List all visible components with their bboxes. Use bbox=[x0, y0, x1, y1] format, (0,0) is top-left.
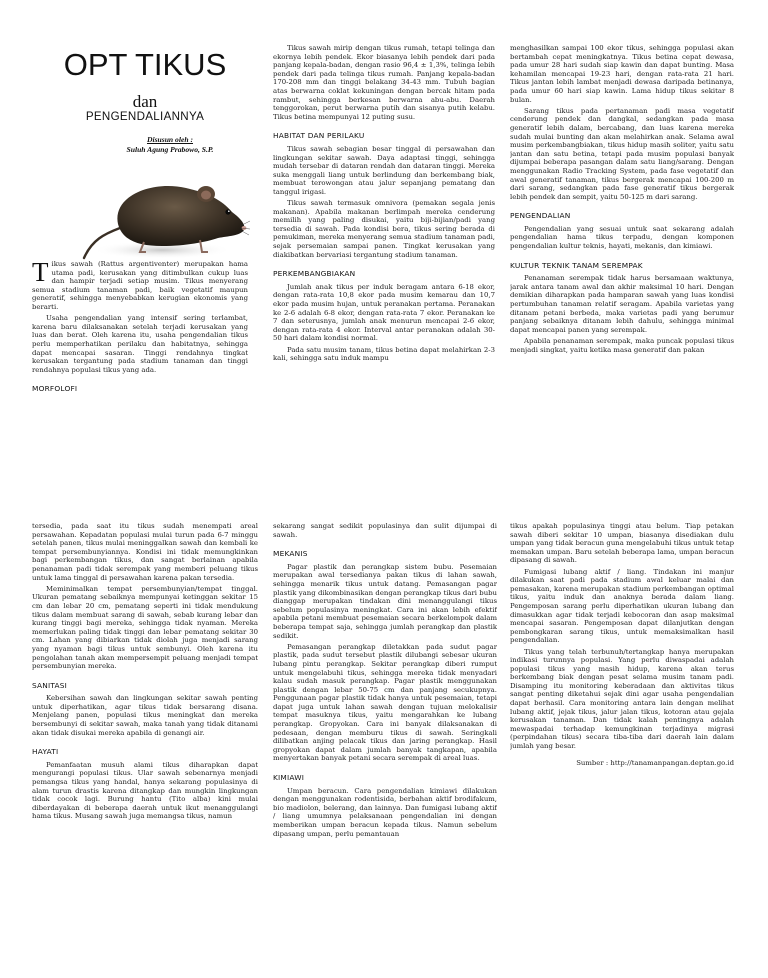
column-middle bbox=[273, 44, 495, 462]
intro-text: ikus sawah (Rattus argentiventer) merupakan hama utama padi, kerusakan yang ditimbulkan cukup luas dan hampir terjadi setiap musim. Tikus menyerang semua stadium tanaman padi, baik vegetatif maupun generatif, sehingga menyebabkan kerugian ekonomis yang berarti. bbox=[32, 260, 248, 311]
paragraph: Tikus sawah termasuk omnivora (pemakan segala jenis makanan). Apabila makanan berlimpah mereka cenderung memilih yang paling disukai, yaitu biji-bijian/padi yang tersedia di sawah. Pada kondisi bera, tikus sering berada di pemukiman, mereka menyerang semua stadium tanaman padi, sejak persemaian sampai panen. Tingkat kerusakan yang diakibatkan bervariasi tergantung stadium tanaman. bbox=[273, 199, 495, 259]
intro-paragraph bbox=[32, 260, 248, 312]
section-heading-kimiawi: KIMIAWI bbox=[273, 773, 305, 783]
byline-label: Disusun oleh : bbox=[146, 135, 193, 144]
drop-cap: T bbox=[32, 260, 49, 287]
column-right bbox=[510, 44, 734, 462]
paragraph: Apabila penanaman serempak, maka puncak populasi tikus menjadi singkat, yaitu ketika masa generatif dan pakan bbox=[510, 337, 734, 354]
paragraph: Jumlah anak tikus per induk beragam antara 6-18 ekor, dengan rata-rata 10,8 ekor pada musim kemarau dan 10,7 ekor pada musim hujan, untuk peranakan pertama. Peranakan ke 2-6 adalah 6-8 ekor, dengan rata-rata 7 ekor. Peranakan ke 7 dan seterusnya, jumlah anak menurun mencapai 2-6 ekor, dengan rata-rata 4 ekor. Interval antar peranakan adalah 30-50 hari dalam kondisi normal. bbox=[273, 282, 495, 343]
paragraph: Pemanfaatan musuh alami tikus diharapkan dapat mengurangi populasi tikus. Ular sawah sebenarnya menjadi pemangsa tikus yang handal, hanya sekarang populasinya di alam turun drastis karena ditangkap dan mungkin lingkungan tidak cocok lagi. Burung hantu (Tito alba) kini mulai diberdayakan di beberapa daerah untuk ikut menanggulangi hama tikus. Musang sawah juga memangsa tikus, namun bbox=[32, 760, 258, 821]
paragraph: Kebersihan sawah dan lingkungan sekitar sawah penting untuk diperhatikan, agar tikus tidak bersarang disana. Menjelang panen, populasi tikus meningkat dan mereka bersembunyi di sekitar sawah, maka tanah yang tidak ditanami akan tidak disukai mereka apabila di genangi air. bbox=[32, 694, 258, 737]
section-heading-morfologi: MORFOLOFI bbox=[32, 384, 78, 394]
page-two bbox=[0, 508, 768, 978]
paragraph: Tikus sawah mirip dengan tikus rumah, tetapi telinga dan ekornya lebih pendek. Ekor biasanya lebih pendek dari pada panjang kepala-badan, dengan rasio 96,4 ± 1,3%, telinga lebih pendek dari pada telinga tikus rumah. Panjang kepala-badan 170-208 mm dan tinggi belakang 34-43 mm. Tubuh bagian atas berwarna coklat kekuningan dengan bercak hitam pada rambut, sehingga berkesan berwarna abu-abu. Daerah tenggorokan, perut berwarna putih dan sisanya putih kelabu. Tikus betina mempunyai 12 puting susu. bbox=[273, 44, 495, 121]
column-middle bbox=[273, 522, 497, 972]
column-left bbox=[32, 522, 258, 972]
paragraph: menghasilkan sampai 100 ekor tikus, sehingga populasi akan bertambah cepat meningkatnya. Tikus betina cepat dewasa, pada umur 28 hari sudah siap kawin dan dapat bunting. Masa kehamilan mencapai 19-23 hari, dengan rata-rata 21 hari. Tikus jantan lebih lambat menjadi dewasa daripada betinanya, pada umur 60 hari siap kawin. Lama hidup tikus sekitar 8 bulan. bbox=[510, 44, 734, 104]
column-left bbox=[32, 260, 248, 460]
section-heading-kultur: KULTUR TEKNIK TANAM SEREMPAK bbox=[510, 260, 643, 270]
paragraph: Pemasangan perangkap diletakkan pada sudut pagar plastik, pada sudut tersebut plastik dilubangi sebesar ukuran lubang pintu perangkap. Sekitar perangkap diberi rumput untuk mengelabuhi tikus, sehingga mereka tidak menyadari kalau sudah masuk perangkap. Pagar plastik menggunakan plastik dengan lebar 50-75 cm dan panjang secukupnya. Penggunaan pagar plastik tidak hanya untuk pesemaian, tetapi dapat juga untuk lahan sawah dengan tujuan melokalisir tempat masuknya tikus, yaitu mengarahkan ke lubang perangkap. Gropyokan. Cara ini banyak dilaksanakan di pedesaan, dengan memburu tikus di sawah. Seringkali dilibatkan anjing pelacak tikus dan jaring perangkap. Hasil gropyokan dapat dalam jumlah banyak tangkapan, apabila menyertakan banyak petani secara serempak di areal luas. bbox=[273, 642, 497, 763]
rat-photo-icon bbox=[82, 166, 250, 262]
page-one bbox=[0, 0, 768, 470]
paragraph: Pada satu musim tanam, tikus betina dapat melahirkan 2-3 kali, sehingga satu induk mampu bbox=[273, 345, 495, 363]
byline-author: Suluh Agung Prabowo, S.P. bbox=[126, 144, 214, 154]
page-subtitle: PENGENDALIANNYA bbox=[85, 110, 205, 123]
section-heading-mekanis: MEKANIS bbox=[273, 549, 308, 559]
byline bbox=[30, 135, 310, 154]
section-heading-perkembangbiakan: PERKEMBANGBIAKAN bbox=[273, 269, 356, 279]
paragraph: Fumigasi lubang aktif / liang. Tindakan ini manjur dilakukan saat padi pada stadium awal keluar malai dan pemasakan, karena merupakan stadium perkembangan optimal tikus, yaitu induk dan anaknya berada dalam liang. Pengemposan sarang perlu diperhatikan ukuran lubang dan dimasukkan agar tidak terjadi kebocoran dan asap maksimal mencapai sasaran. Pengemposan dapat dilanjutkan dengan pembongkaran sarang tikus, untuk memaksimalkan hasil pengendalian. bbox=[510, 567, 734, 645]
paragraph: Umpan beracun. Cara pengendalian kimiawi dilakukan dengan menggunakan rodentisida, berbahan aktif brodifakum, bio madiolon, belerang, dan lainnya. Dan fumigasi lubang aktif / liang umumnya pelaksanaan pengendalian ini dengan memberikan umpan beracun kepada tikus. Namun sebelum dipasang umpan, perlu pemantauan bbox=[273, 786, 497, 838]
paragraph: Sarang tikus pada pertanaman padi masa vegetatif cenderung pendek dan dangkal, sedangkan pada masa generatif lebih dalam, bercabang, dan luas karena mereka sudah mulai bunting dan akan melahirkan anak. Selama awal musim perkembangbiakan, tikus hidup masih soliter, yaitu satu jantan dan satu betina, tetapi pada musim populasi banyak dijumpai beberapa pasangan dalam satu liang/sarang. Dengan menggunakan Radio Tracking System, pada fase vegetatif dan awal generatif tanaman, tikus bergerak mencapai 100-200 m dari sarang, sedangkan pada fase generatif tikus bergerak lebih pendek dan sempit, yaitu 50-125 m dari sarang. bbox=[510, 106, 734, 201]
section-heading-hayati: HAYATI bbox=[32, 747, 59, 757]
paragraph: Pengendalian yang sesuai untuk saat sekarang adalah pengendalian hama tikus terpadu, dengan komponen pengendalian kultur teknis, hayati, mekanis, dan kimiawi. bbox=[510, 224, 734, 251]
paragraph: Usaha pengendalian yang intensif sering terlambat, karena baru dilaksanakan setelah terjadi kerusakan yang luas dan berat. Oleh karena itu, usaha pengendalian tikus perlu memperhatikan perilaku dan habitatnya, sehingga dapat mencapai sasaran. Tinggi rendahnya tingkat kerusakan tergantung pada stadium tanaman dan tinggi rendahnya populasi tikus yang ada. bbox=[32, 314, 248, 374]
paragraph: Penanaman serempak tidak harus bersamaan waktunya, jarak antara tanam awal dan akhir maksimal 10 hari. Dengan demikian diharapkan pada hamparan sawah yang luas kondisi pertumbuhan tanaman relatif seragam. Apabila varietas yang ditanam petani berbeda, maka varietas padi yang berumur panjang sebaiknya ditanam lebih dahulu, sehingga minimal dapat mencapai panen yang serempak. bbox=[510, 274, 734, 334]
title-conjunction: dan bbox=[132, 92, 158, 111]
section-heading-habitat: HABITAT DAN PERILAKU bbox=[273, 131, 365, 141]
section-heading-sanitasi: SANITASI bbox=[32, 680, 68, 690]
paragraph: tikus apakah populasinya tinggi atau belum. Tiap petakan sawah diberi sekitar 10 umpan, biasanya disediakan dulu umpan yang tidak beracun guna mengelabuhi tikus untuk tetap memakan umpan. Baru setelah beberapa lama, umpan beracun dipasang di sawah. bbox=[510, 522, 734, 565]
paragraph: Pagar plastik dan perangkap sistem bubu. Pesemaian merupakan awal tersedianya pakan tikus di lahan sawah, sehingga menarik tikus untuk datang. Pemasangan pagar plastik yang dikombinasikan dengan perangkap tikus dari bubu dianggap merupakan tindakan dini menanggulangi tikus sebelum populasinya meningkat. Cara ini akan lebih efektif apabila petani membuat pesemaian secara berkelompok dalam beberapa tempat saja, sehingga jumlah perangkap dan plastik sedikit. bbox=[273, 562, 497, 640]
source-link[interactable]: Sumber : http://tanamanpangan.deptan.go.id bbox=[576, 758, 734, 767]
paragraph: sekarang sangat sedikit populasinya dan sulit dijumpai di sawah. bbox=[273, 522, 497, 539]
paragraph: Tikus sawah sebagian besar tinggal di persawahan dan lingkungan sekitar sawah. Daya adaptasi tinggi, sehingga mudah tersebar di dataran rendah dan dataran tinggi. Mereka suka menggali liang untuk berlindung dan berkembang biak, membuat terowongan atau jalur sepanjang pematang dan tanggul irigasi. bbox=[273, 144, 495, 196]
section-heading-pengendalian: PENGENDALIAN bbox=[510, 211, 571, 221]
column-right bbox=[510, 522, 734, 972]
page-gap bbox=[0, 470, 768, 508]
paragraph: Meminimalkan tempat persembunyian/tempat tinggal. Ukuran pematang sebaiknya mempunyai ketinggan sekitar 15 cm dan lebar 20 cm, pematang seperti ini tidak mendukung tikus dalam membuat sarang di sawah, sebab kurang lebar dan kurang tinggi bagi mereka, sehingga tidak nyaman. Mereka memerlukan paling tidak tinggi dan lebar pematang sekitar 30 cm. Lahan yang dibiarkan tidak diolah juga menjadi sarang yang nyaman bagi tikus untuk sembunyi. Oleh karena itu pengolahan tanah akan mempersempit peluang menjadi tempat persembunyian mereka. bbox=[32, 584, 258, 671]
paragraph: Tikus yang telah terbunuh/tertangkap hanya merupakan indikasi turunnya populasi. Yang perlu diwaspadai adalah populasi tikus yang masih hidup, karena akan terus berkembang biak dengan pesat selama musim tanam padi. Disamping itu monitoring keberadaan dan aktivitas tikus sangat penting diketahui sejak dini agar usaha pengendalian dapat berhasil. Cara monitoring antara lain dengan melihat lubang aktif, jejak tikus, jalur jalan tikus, kotoran atau gejala kerusakan tanaman. Dan tidak kalah pentingnya adalah mewaspadai terhadap kemungkinan terjadinya migrasi (perpindahan tikus) secara tiba-tiba dari daerah lain dalam jumlah yang besar. bbox=[510, 647, 734, 751]
paragraph: tersedia, pada saat itu tikus sudah menempati areal persawahan. Kepadatan populasi mulai turun pada 6-7 minggu setelah panen, tikus mulai meninggalkan sawah dan kembali ke tempat persembunyiannya. Kondisi ini tidak memungkinkan bagi perkembangan tikus, dan sangat berlainan apabila penanaman padi tidak serempak yang memberi peluang tikus untuk lama tinggal di persawahan karena pakan tersedia. bbox=[32, 522, 258, 582]
page-title: OPT TIKUS bbox=[63, 47, 227, 82]
